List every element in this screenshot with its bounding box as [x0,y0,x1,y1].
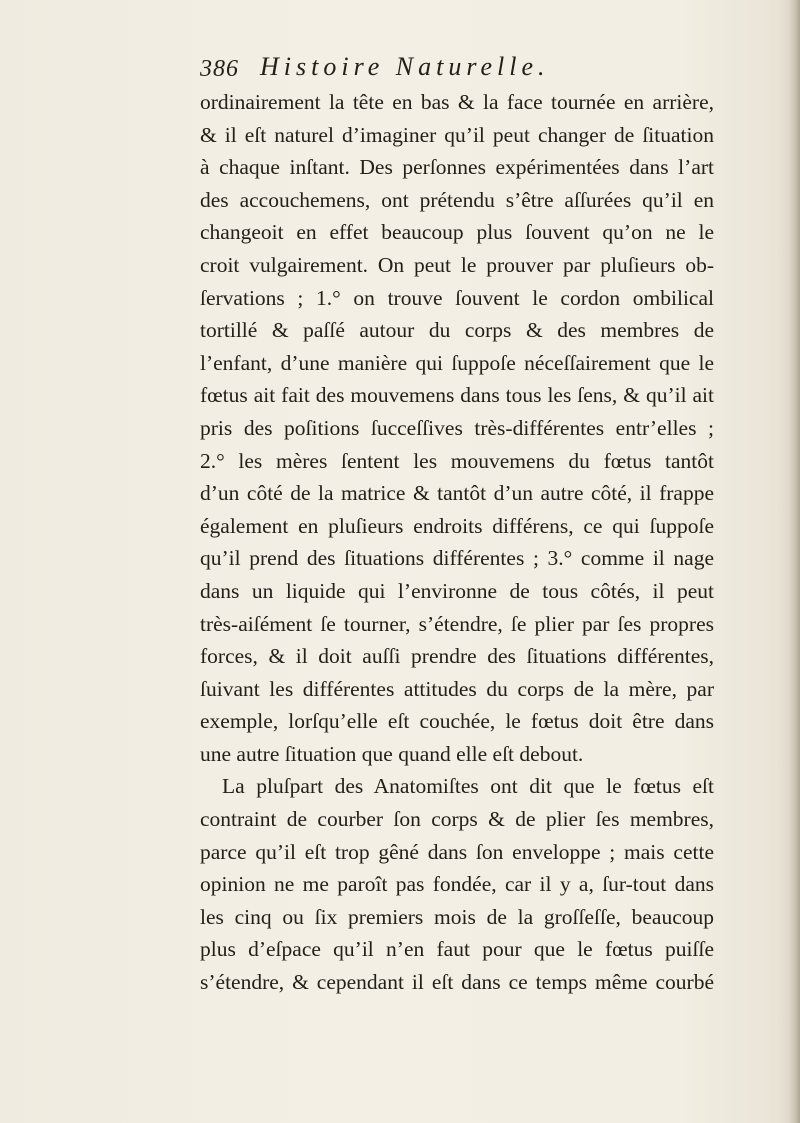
text-line: fœtus ait fait des mouvemens dans tous les ſens, & qu’il ait [200,383,714,408]
text-line: 2.° les mères ſentent les mouvemens du fœtus tantôt [200,448,714,473]
text-line: plus d’eſpace qu’il n’en faut pour que le fœtus puiſſe [200,937,714,962]
text-line: contraint de courber ſon corps & de plier ſes membres, [200,807,714,832]
text-line: également en pluſieurs endroits différens, ce qui ſuppoſe [200,513,714,538]
text-line: l’enfant, d’une manière qui ſuppoſe néceſſairement que le [200,350,714,375]
text-line: changeoit en effet beaucoup plus ſouvent qu’on ne le [200,220,714,245]
text-line: tortillé & paſſé autour du corps & des membres de [200,318,714,343]
text-line: dans un liquide qui l’environne de tous côtés, il peut [200,578,714,603]
text-line: d’un côté de la matrice & tantôt d’un autre côté, il frappe [200,481,714,506]
text-line: parce qu’il eſt trop gêné dans ſon enveloppe ; mais cette [200,839,714,864]
text-line: opinion ne me paroît pas fondée, car il y a, ſur-tout dans [200,872,714,897]
text-line: très-aiſément ſe tourner, s’étendre, ſe plier par ſes propres [200,611,714,636]
text-line: croit vulgairement. On peut le prouver par pluſieurs ob- [200,252,714,277]
text-line: forces, & il doit auſſi prendre des ſituations différentes, [200,644,714,669]
text-line: qu’il prend des ſituations différentes ; 3.° comme il nage [200,546,714,571]
text-line: exemple, lorſqu’elle eſt couchée, le fœtus doit être dans [200,709,714,734]
running-title: Histoire Naturelle. [260,52,550,81]
text-line: & il eſt naturel d’imaginer qu’il peut changer de ſituation [200,122,714,147]
text-line: les cinq ou ſix premiers mois de la groſſeſſe, beaucoup [200,904,714,929]
text-line: ordinairement la tête en bas & la face tournée en arrière, [200,90,714,114]
paragraph-start-line: La pluſpart des Anatomiſtes ont dit que le fœtus eſt [222,774,714,799]
text-line: à chaque inſtant. Des perſonnes expérimentées dans l’art [200,155,714,180]
text-line: pris des poſitions ſucceſſives très-différentes entr’elles ; [200,415,714,440]
page-number: 386 [200,56,239,82]
text-line: ſuivant les différentes attitudes du corps de la mère, par [200,676,714,701]
text-line: ſervations ; 1.° on trouve ſouvent le cordon ombilical [200,285,714,310]
paragraph-end-line: une autre ſituation que quand elle eſt debout. [200,741,584,766]
text-line: des accouchemens, ont prétendu s’être aſſurées qu’il en [200,187,714,212]
text-line: s’étendre, & cependant il eſt dans ce temps même courbé [200,970,714,995]
body-text [200,86,714,999]
page-edge-shadow [788,0,800,1123]
